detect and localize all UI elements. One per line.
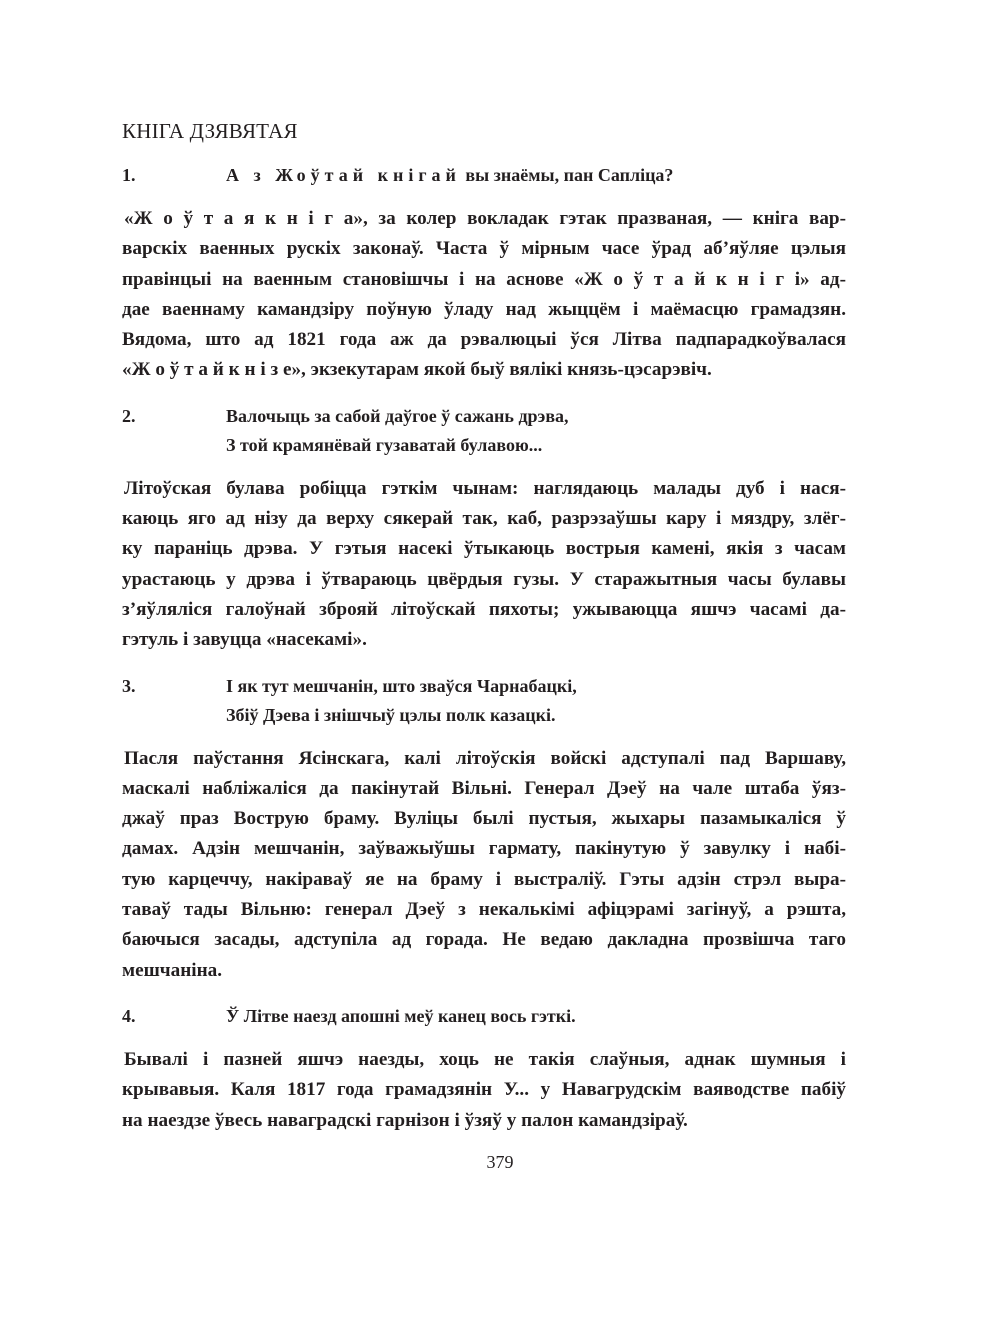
note-heading [122,161,846,190]
note-quote [226,672,846,730]
paragraph-line: Вядома, што ад 1821 года аж да рэвалюцыі ўся Літва падпарадкоўвалася [122,329,846,351]
quote-line [226,161,846,190]
paragraph-line: варскіх ваенных рускіх законаў. Часта ў мірным часе ўрад аб’яўляе цэлыя [122,238,846,260]
paragraph-line: ку параніць дрэва. У гэтыя насекі ўтыкаюць вострыя камені, якія з часам [122,538,846,560]
paragraph-line: дамах. Адзін мешчанін, заўважыўшы гармату, пакінутую ў завулку і набі- [122,838,846,860]
paragraph-line: маскалі набліжаліся да пакінутай Вільні. Генерал Дэеў на чале штаба ўяз- [122,777,846,799]
paragraph-line: мешчаніна. [122,959,223,981]
notes-list [122,161,846,1152]
paragraph-line: баючыся засады, адступіла ад горада. Не ведаю дакладна прозвішча таго [122,929,846,951]
quote-line [226,1002,846,1031]
paragraph-line: джаў праз Вострую браму. Вуліцы былі пустыя, жыхары пазамыкаліся ў [122,808,846,830]
paragraph-line: правінцыі на ваенным становішчы і на аснове «Ж о ў т а й к н і г і» ад- [122,268,846,290]
quote-text: І як тут мешчанін, што зваўся Чарнабацкі, [226,675,577,696]
page-body [122,118,846,1152]
note-number: 1. [122,165,136,185]
paragraph-line: на наездзе ўвесь наваградскі гарнізон і ўзяў у палон камандзіраў. [122,1109,688,1131]
spacer [122,656,846,672]
page-number: 379 [486,1152,514,1172]
paragraph-line: «Ж о ў т а я к н і г а», за колер вокладак гэтак празваная, — кніга вар- [124,208,846,229]
quote-line [226,431,846,460]
quote-text: Валочыць за сабой даўгое ў сажань дрэва, [226,405,569,426]
paragraph-line: гэтуль і завуцца «насекамі». [122,629,367,651]
paragraph-line: Пасля паўстання Ясінскага, калі літоўскія войскі адступалі пад Варшаву, [124,747,846,769]
paragraph-line: Літоўская булава робіцца гэткім чынам: наглядаюць малады дуб і нася- [124,477,846,499]
note-heading [122,672,846,730]
chapter-title: КНІГА ДЗЯВЯТАЯ [122,119,298,143]
quote-line [226,701,846,730]
quote-line [226,402,846,431]
note-quote [226,402,846,460]
paragraph-line: каюць яго ад нізу да верху сякерай так, каб, разрэзаўшы кару і мяздру, злёг- [122,508,846,530]
quote-emphasis: А з Жоўтай кнігай [226,165,461,185]
note-quote [226,161,846,190]
spacer [122,1136,846,1152]
note-quote [226,1002,846,1031]
paragraph-line: «Ж о ў т а й к н і з е», экзекутарам якой быў вялікі князь-цэсарэвіч. [122,359,712,381]
spacer [122,460,846,474]
spacer [122,730,846,744]
note-paragraph [122,744,846,986]
note-number: 4. [122,1005,136,1026]
note-paragraph [122,204,846,386]
paragraph-line: тую карцеччу, накіраваў яе на браму і выстраліў. Гэты адзін стрэл выра- [122,868,846,890]
paragraph-line: Бывалі і пазней яшчэ наезды, хоць не такія слаўныя, аднак шумныя і [124,1048,846,1070]
quote-text: Збіў Дэева і знішчыў цэлы полк казацкі. [226,704,556,725]
spacer [122,190,846,204]
spacer [122,1031,846,1045]
spacer [122,386,846,402]
paragraph-line: урастаюць у дрэва і ўтвараюць цвёрдыя гузы. У старажытныя часы булавы [122,568,846,590]
note-number: 3. [122,675,136,696]
quote-text: вы знаёмы, пан Сапліца? [460,165,674,185]
spacer [122,986,846,1002]
note-number: 2. [122,405,136,426]
note-paragraph [122,1045,846,1136]
note-heading [122,402,846,460]
paragraph-line: крывавыя. Каля 1817 года грамадзянін У... у Навагрудскім ваяводстве пабіў [122,1079,846,1101]
paragraph-line: з’яўляліся галоўнай зброяй літоўскай пяхоты; ужываюцца яшчэ часамі да- [122,598,846,620]
quote-text: З той крамянёвай гузаватай булавою... [226,434,543,455]
quote-line [226,672,846,701]
paragraph-line: дае ваеннаму камандзіру поўную ўладу над жыццём і маёмасцю грамадзян. [122,298,846,320]
quote-text: Ў Літве наезд апошні меў канец вось гэткі. [226,1005,576,1026]
note-heading [122,1002,846,1031]
note-paragraph [122,474,846,656]
paragraph-line: таваў тады Вільню: генерал Дэеў з некалькімі афіцэрамі загінуў, а рэшта, [122,899,846,921]
